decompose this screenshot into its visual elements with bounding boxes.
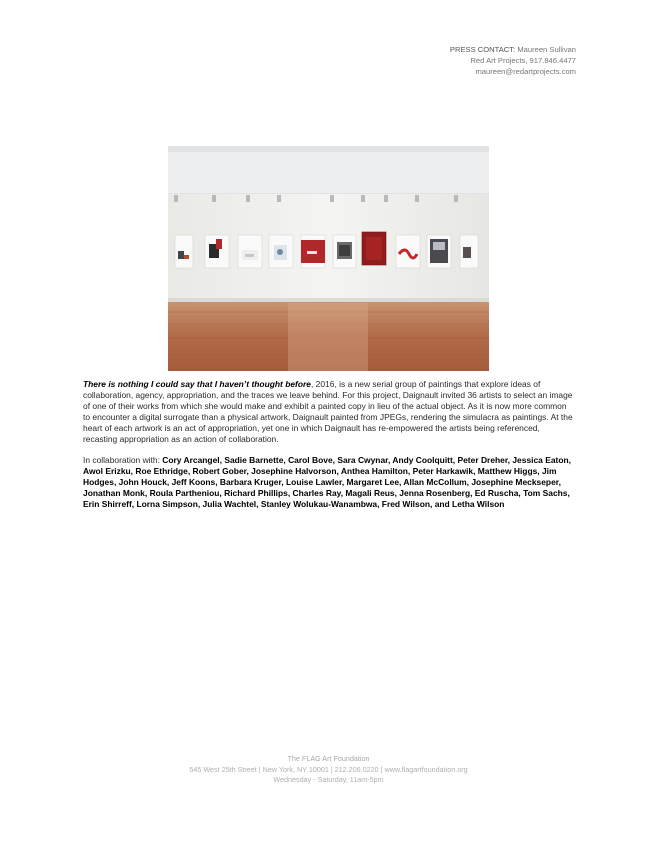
gallery-installation-photo xyxy=(168,146,489,371)
artwork-title: There is nothing I could say that I haven’t thought before xyxy=(83,379,311,389)
description-paragraph xyxy=(83,379,575,445)
press-contact-name: Maureen Sullivan xyxy=(517,45,576,54)
collaborator-names: Cory Arcangel, Sadie Barnette, Carol Bove, Sara Cwynar, Andy Coolquitt, Peter Dreher, Jessica Eaton, Awol Erizku, Roe Ethridge, Robert Gober, Josephine Halvorson, Anthea Hamilton, Peter Harkawik, Matthew Higgs, Jim Hodges, John Houck, Jeff Koons, Barbara Kruger, Louise Lawler, Margaret Lee, Allan McCollum, Josephine Meckseper, Jonathan Monk, Roula Partheniou, Richard Phillips, Charles Ray, Magali Reus, Jenna Rosenberg, Ed Ruscha, Tom Sachs, Erin Shirreff, Lorna Simpson, Julia Wachtel, Stanley Wolukau-Wanambwa, Fred Wilson, and Letha Wilson xyxy=(83,455,571,510)
press-contact-org-phone: Red Art Projects, 917.846.4477 xyxy=(470,56,576,65)
press-contact-line xyxy=(450,44,576,55)
press-contact-block xyxy=(450,44,576,77)
press-release-body xyxy=(83,379,575,511)
press-contact-email[interactable]: maureen@redartprojects.com xyxy=(475,67,576,76)
collaboration-paragraph xyxy=(83,455,575,510)
footer-address: 545 West 25th Street | New York, NY 10001 | 212.206.0220 | www.flagartfoundation.org xyxy=(189,764,468,774)
collaboration-intro: In collaboration with: xyxy=(83,455,163,466)
footer-org-name: The FLAG Art Foundation xyxy=(287,754,370,763)
footer xyxy=(0,754,657,786)
press-contact-label: PRESS CONTACT: xyxy=(449,45,516,54)
footer-hours: Wednesday - Saturday, 11am-5pm xyxy=(273,775,384,785)
description-text: , 2016, is a new serial group of paintings that explore ideas of collaboration, agency, appropriation, and the traces we leave behind. For this project, Daignault invited 36 artists to select an image of one of their works from which she would make and exhibit a painted copy in lieu of the actual object. As it is now more common to encounter a digital surrogate than a physical artwork, Daignault painted from JPEGs, rendering the simulacra as paintings. At the heart of each artwork is an act of appropriation, yet one in which Daignault has re-empowered the artists being referenced, recasting appropriation as an action of collaboration. xyxy=(83,379,573,445)
